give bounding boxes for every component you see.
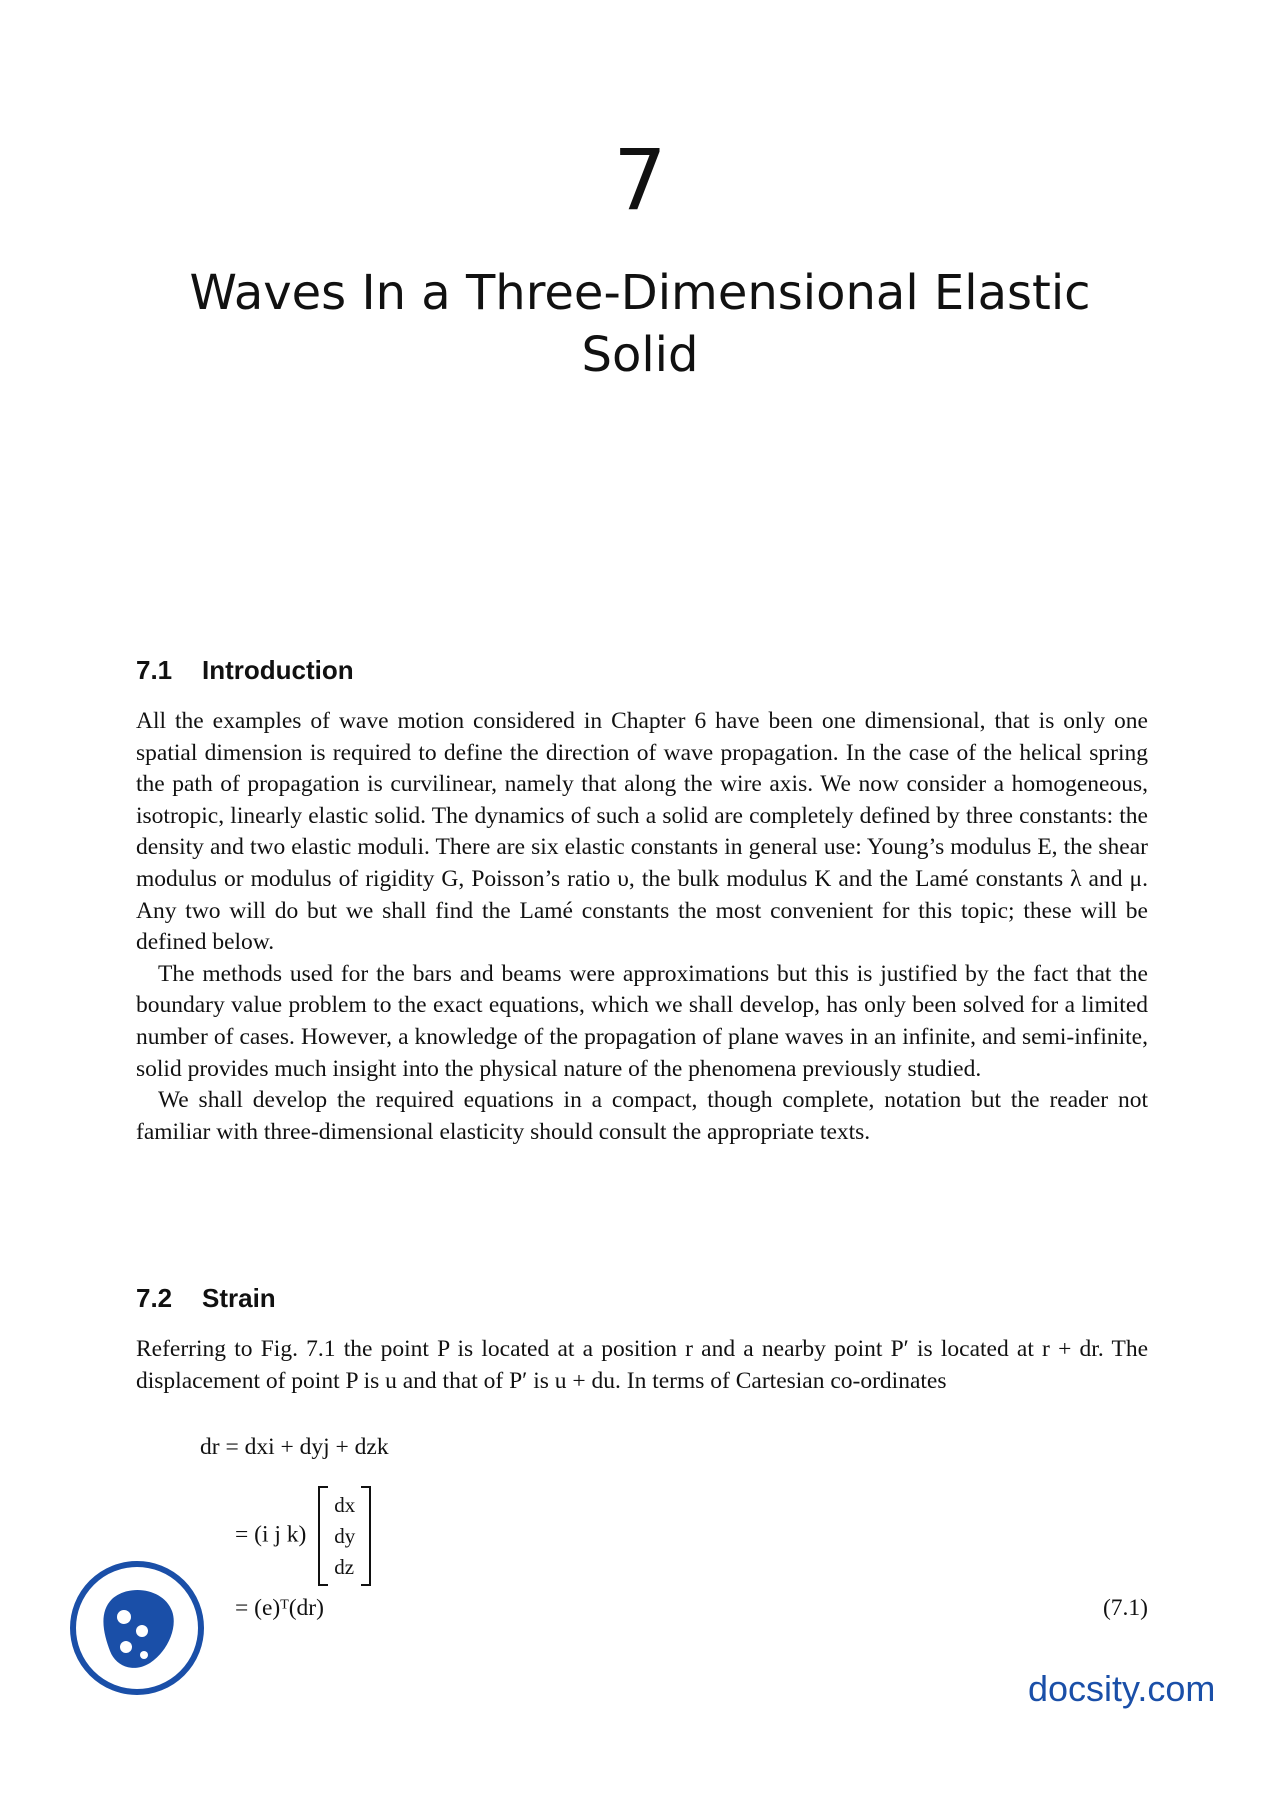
equation-prefix: = (i j k) bbox=[235, 1521, 307, 1548]
section-heading-strain bbox=[136, 1283, 276, 1314]
section-title: Introduction bbox=[202, 655, 354, 685]
paragraph: The methods used for the bars and beams were approximations but this is justified by the fact that the boundary value problem to the exact equations, which we shall develop, has only been solved for a limited number of cases. However, a knowledge of the propagation of plane waves in an infinite, and semi-infinite, solid provides much insight into the physical nature of the phenomena previously studied. bbox=[136, 960, 1148, 1082]
chapter-title bbox=[0, 262, 1280, 386]
matrix-entry: dy bbox=[334, 1523, 356, 1548]
introduction-body bbox=[136, 706, 1148, 1148]
chapter-number: 7 bbox=[613, 131, 667, 229]
section-number: 7.1 bbox=[136, 655, 173, 685]
left-bracket bbox=[318, 1486, 328, 1586]
docsity-logo-icon[interactable] bbox=[68, 1559, 206, 1697]
matrix-entry: dx bbox=[334, 1492, 356, 1517]
equation-number: (7.1) bbox=[1102, 1595, 1148, 1621]
chapter-title-line-2: Solid bbox=[581, 327, 699, 383]
paragraph: Referring to Fig. 7.1 the point P is located at a position r and a nearby point P′ is located at r + dr. The displacement of point P is u and that of P′ is u + du. In terms of Cartesian co-ordinates bbox=[136, 1336, 1148, 1394]
column-matrix bbox=[318, 1486, 371, 1586]
section-number: 7.2 bbox=[136, 1283, 173, 1313]
section-title: Strain bbox=[202, 1283, 276, 1313]
equation-line-1: dr = dxi + dyj + dzk bbox=[200, 1434, 389, 1460]
paragraph: All the examples of wave motion considered in Chapter 6 have been one dimensional, that is only one spatial dimension is required to define the direction of wave propagation. In the case of the helical spring the path of propagation is curvilinear, namely that along the wire axis. We now consider a homogeneous, isotropic, linearly elastic solid. The dynamics of such a solid are completely defined by three constants: the density and two elastic moduli. There are six elastic constants in general use: Young’s modulus E, the shear modulus or modulus of rigidity G, Poisson’s ratio υ, the bulk modulus K and the Lamé constants λ and μ. Any two will do but we shall find the Lamé constants the most convenient for this topic; these will be defined below. bbox=[136, 708, 1148, 956]
section-heading-introduction bbox=[136, 655, 354, 686]
docsity-watermark-link[interactable]: docsity.com bbox=[1028, 1668, 1216, 1709]
right-bracket bbox=[361, 1486, 371, 1586]
equation-line-2 bbox=[235, 1486, 371, 1586]
paragraph: We shall develop the required equations in a compact, though complete, notation but the reader not familiar with three-dimensional elasticity should consult the appropriate texts. bbox=[136, 1087, 1148, 1145]
matrix-entry: dz bbox=[334, 1554, 355, 1579]
equation-line-3: = (e)ᵀ(dr) bbox=[235, 1595, 324, 1621]
chapter-title-line-1: Waves In a Three-Dimensional Elastic bbox=[189, 265, 1091, 321]
strain-body bbox=[136, 1334, 1148, 1397]
